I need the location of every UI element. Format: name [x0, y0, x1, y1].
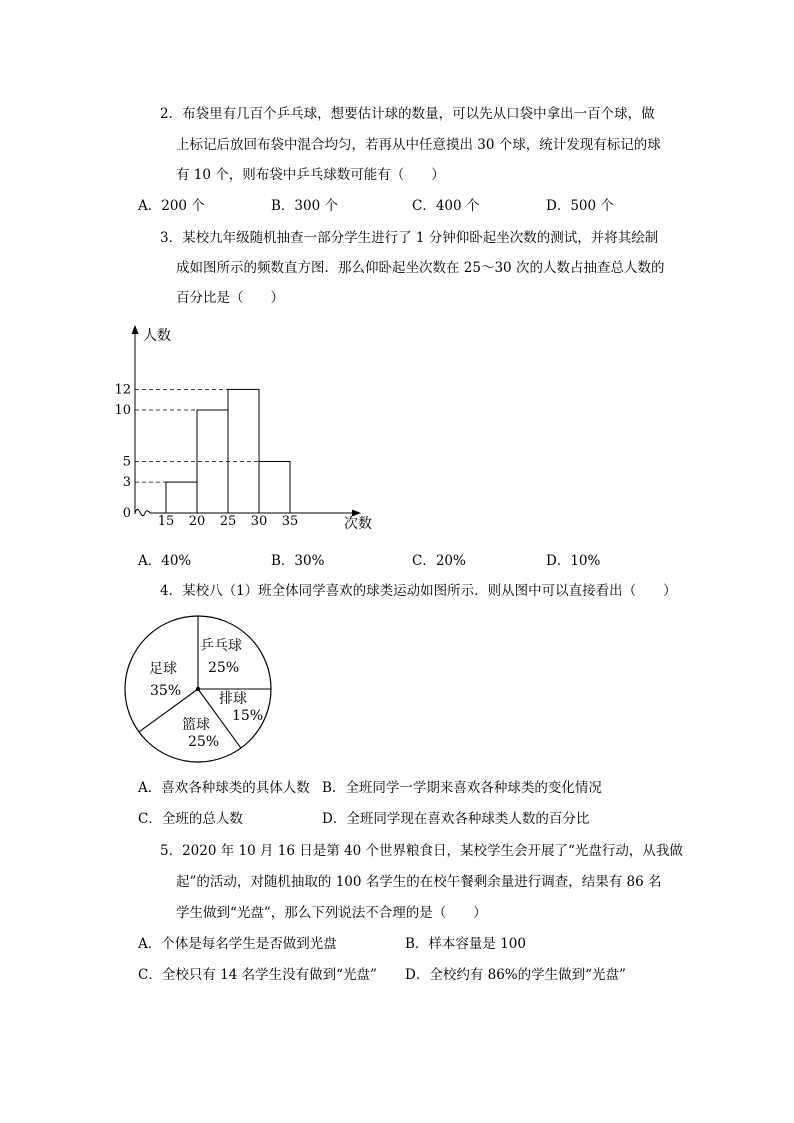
pie-label-volleyball: 排球 [219, 691, 247, 707]
x-tick-35: 35 [281, 514, 299, 529]
q2-stem-line1: 2．布袋里有几百个乒乓球，想要估计球的数量，可以先从口袋中拿出一百个球，做 [160, 106, 655, 122]
pie-label-football: 足球 [149, 661, 177, 677]
q2-stem-line2: 上标记后放回布袋中混合均匀，若再从中任意摸出 30 个球，统计发现有标记的球 [176, 137, 661, 153]
q4-option-c: C．全班的总人数 [138, 811, 243, 827]
q5-stem-line1: 5．2020 年 10 月 16 日是第 40 个世界粮食日，某校学生会开展了“光盘行动，从我做 [160, 843, 683, 859]
x-tick-labels [158, 514, 299, 529]
q3-stem-line3: 百分比是（ ） [176, 290, 284, 306]
y-tick-3: 3 [122, 475, 131, 491]
q2-stem-line3: 有 10 个，则布袋中乒乓球数可能有（ ） [176, 167, 445, 183]
y-tick-12: 12 [114, 382, 131, 398]
q3-option-a: A．40% [138, 553, 192, 569]
q3-option-c: C．20% [412, 553, 466, 569]
y-tick-labels [114, 382, 131, 521]
x-tick-20: 20 [188, 514, 206, 529]
q5-stem-line2: 起”的活动，对随机抽取的 100 名学生的在校午餐剩余量进行调查，结果有 86 名 [176, 874, 662, 890]
q4-option-a: A．喜欢各种球类的具体人数 [138, 780, 310, 796]
histogram-bars [166, 389, 290, 513]
pie-label-basketball: 篮球 [182, 717, 210, 733]
q5-option-a: A．个体是每名学生是否做到光盘 [138, 936, 337, 952]
ball-sports-pie-chart [120, 612, 280, 772]
histogram-bar-3 [228, 389, 259, 513]
q3-stem-line2: 成如图所示的频数直方图．那么仰卧起坐次数在 25～30 次的人数占抽查总人数的 [176, 260, 665, 276]
pie-pct-football: 35% [150, 683, 182, 699]
x-axis-label: 次数 [344, 516, 372, 532]
q3-option-b: B．30% [271, 553, 325, 569]
pie-center-dot [196, 687, 200, 691]
y-tick-0: 0 [122, 506, 131, 521]
q2-option-a: A．200 个 [138, 198, 205, 214]
q4-stem: 4．某校八（1）班全体同学喜欢的球类运动如图所示．则从图中可以直接看出（ ） [160, 583, 677, 599]
histogram-bar-1 [166, 482, 197, 513]
q3-option-d: D．10% [546, 553, 601, 569]
q2-option-b: B．300 个 [271, 198, 338, 214]
pie-pct-volleyball: 15% [232, 708, 264, 724]
q5-option-c: C．全校只有 14 名学生没有做到“光盘” [138, 967, 377, 983]
pie-pct-basketball: 25% [188, 734, 220, 750]
x-tick-15: 15 [157, 514, 175, 529]
y-axis-label: 人数 [143, 328, 171, 344]
q3-stem-line1: 3．某校九年级随机抽查一部分学生进行了 1 分钟仰卧起坐次数的测试，并将其绘制 [160, 230, 659, 246]
pie-label-pingpong: 乒乓球 [200, 638, 242, 654]
q5-stem-line3: 学生做到“光盘”，那么下列说法不合理的是（ ） [176, 905, 487, 921]
q4-option-d: D．全班同学现在喜欢各种球类人数的百分比 [322, 811, 590, 827]
q5-option-b: B．样本容量是 100 [405, 936, 526, 952]
q5-option-d: D．全校约有 86%的学生做到“光盘” [405, 967, 626, 983]
y-tick-10: 10 [114, 403, 131, 418]
q2-option-c: C．400 个 [412, 198, 480, 214]
q4-option-b: B．全班同学一学期来喜欢各种球类的变化情况 [322, 780, 602, 796]
x-tick-25: 25 [219, 514, 237, 529]
histogram-bar-4 [259, 462, 290, 514]
y-tick-5: 5 [122, 454, 131, 470]
x-tick-30: 30 [250, 514, 268, 529]
q2-option-d: D．500 个 [546, 198, 614, 214]
pie-pct-pingpong: 25% [208, 660, 240, 676]
frequency-histogram [110, 318, 380, 540]
